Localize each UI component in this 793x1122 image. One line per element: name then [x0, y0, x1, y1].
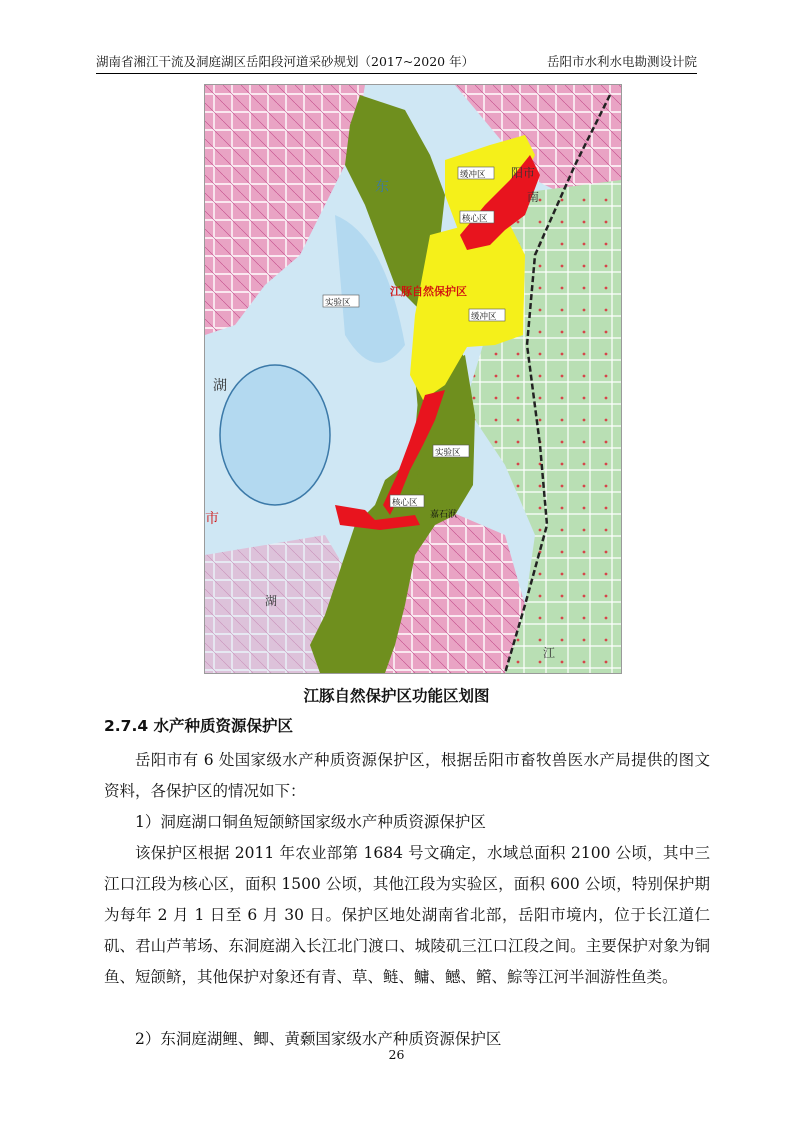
map-label-reserve: 江豚自然保护区	[390, 285, 467, 298]
map-label-core-north: 核心区	[462, 214, 488, 224]
map-place-label: 东	[375, 179, 389, 195]
map-place-label: 南	[527, 190, 540, 204]
paragraph-text: 2）东洞庭湖鲤、鲫、黄颡国家级水产种质资源保护区	[135, 1030, 502, 1048]
header-left-title: 湖南省湘江干流及洞庭湖区岳阳段河道采砂规划（2017~2020 年）	[96, 54, 475, 69]
section-heading: 2.7.4 水产种质资源保护区	[104, 717, 294, 735]
paragraph-text: 1）洞庭湖口铜鱼短颌鲚国家级水产种质资源保护区	[135, 813, 486, 831]
map-place-label: 湖	[213, 378, 227, 394]
zoning-map	[204, 84, 622, 674]
map-label-buffer-north: 缓冲区	[460, 170, 486, 180]
zoning-map-svg	[205, 85, 621, 673]
map-place-label: 嘉石洑	[430, 510, 458, 520]
lake-west	[220, 365, 330, 505]
map-label-experimental-south: 实验区	[435, 448, 461, 458]
map-place-label: 市	[205, 511, 219, 527]
map-label-experimental-west: 实验区	[325, 298, 351, 308]
figure-caption: 江豚自然保护区功能区划图	[303, 687, 490, 705]
paragraph-intro	[104, 745, 710, 807]
map-label-core-south: 核心区	[392, 498, 418, 508]
map-place-label: 湖	[265, 594, 278, 608]
header-right-org: 岳阳市水利水电勘测设计院	[546, 54, 697, 69]
map-label-buffer-mid: 缓冲区	[471, 312, 497, 322]
map-place-label: 阳市	[511, 166, 536, 180]
header-rule	[96, 73, 697, 74]
paragraph-text: 该保护区根据 2011 年农业部第 1684 号文确定，水域总面积 2100 公顷，其中三江口江段为核心区，面积 1500 公顷，其他江段为实验区，面积 600 公顷，特别保护期为每年 2 月 1 日至 6 月 30 日。保护区地处湖南省北部，岳阳市境内，位于长江道仁矶、君山芦苇场、东洞庭湖入长江北门渡口、城陵矶三江口江段之间。主要保护对象为铜鱼、短颌鲚，其他保护对象还有青、草、鲢、鳙、鳡、鳤、鯮等江河半洄游性鱼类。	[104, 844, 710, 986]
page-number: 26	[388, 1047, 405, 1062]
paragraph-item-1-body	[104, 838, 710, 993]
paragraph-item-1-title	[104, 807, 710, 838]
paragraph-text: 岳阳市有 6 处国家级水产种质资源保护区，根据岳阳市畜牧兽医水产局提供的图文资料，各保护区的情况如下：	[104, 751, 710, 800]
map-place-label: 江	[543, 646, 556, 660]
